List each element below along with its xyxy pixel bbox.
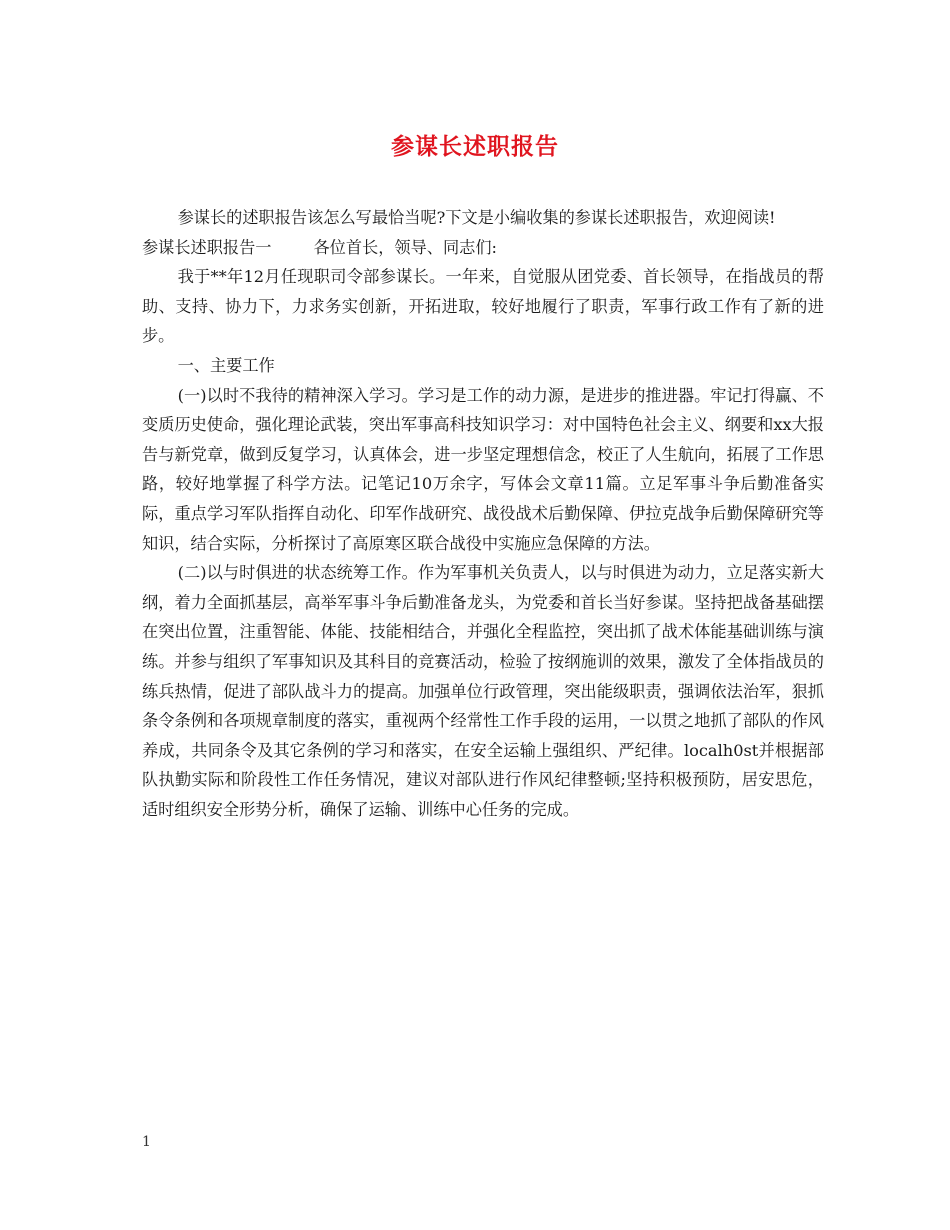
body-paragraph: (二)以与时俱进的状态统筹工作。作为军事机关负责人，以与时俱进为动力，立足落实新大纲，着力全面抓基层，高举军事斗争后勤准备龙头，为党委和首长当好参谋。坚持把战备基础摆在突出位置，注重智能、体能、技能相结合，并强化全程监控，突出抓了战术体能基础训练与演练。并参与组织了军事知识及其科目的竞赛活动，检验了按纲施训的效果，激发了全体指战员的练兵热情，促进了部队战斗力的提高。加强单位行政管理，突出能级职责，强调依法治军，狠抓条令条例和各项规章制度的落实，重视两个经常性工作手段的运用，一以贯之地抓了部队的作风养成，共同条令及其它条例的学习和落实，在安全运输上强组织、严纪律。localh0st并根据部队执勤实际和阶段性工作任务情况，建议对部队进行作风纪律整顿;坚持积极预防，居安思危，适时组织安全形势分析，确保了运输、训练中心任务的完成。 (142, 563, 824, 819)
page-title: 参谋长述职报告 (391, 133, 559, 160)
body-paragraph: 我于**年12月任现职司令部参谋长。一年来，自觉服从团党委、首长领导，在指战员的帮助、支持、协力下，力求务实创新，开拓进取，较好地履行了职责，军事行政工作有了新的进步。 (142, 267, 824, 346)
page-number: 1 (142, 1134, 151, 1150)
report-heading-line (142, 233, 824, 263)
section-heading: 一、主要工作 (177, 355, 275, 375)
body-paragraph: (一)以时不我待的精神深入学习。学习是工作的动力源，是进步的推进器。牢记打得赢、不变质历史使命，强化理论武装，突出军事高科技知识学习：对中国特色社会主义、纲要和xx大报告与新党章，做到反复学习，认真体会，进一步坚定理想信念，校正了人生航向，拓展了工作思路，较好地掌握了科学方法。记笔记10万余字，写体会文章11篇。立足军事斗争后勤准备实际，重点学习军队指挥自动化、印军作战研究、战役战术后勤保障、伊拉克战争后勤保障研究等知识，结合实际，分析探讨了高原寒区联合战役中实施应急保障的方法。 (142, 385, 824, 553)
salutation: 各位首长，领导、同志们: (313, 237, 498, 257)
intro-paragraph: 参谋长的述职报告该怎么写最恰当呢?下文是小编收集的参谋长述职报告，欢迎阅读! (177, 208, 776, 227)
report-heading: 参谋长述职报告一 (142, 237, 272, 257)
document-body (142, 203, 824, 824)
